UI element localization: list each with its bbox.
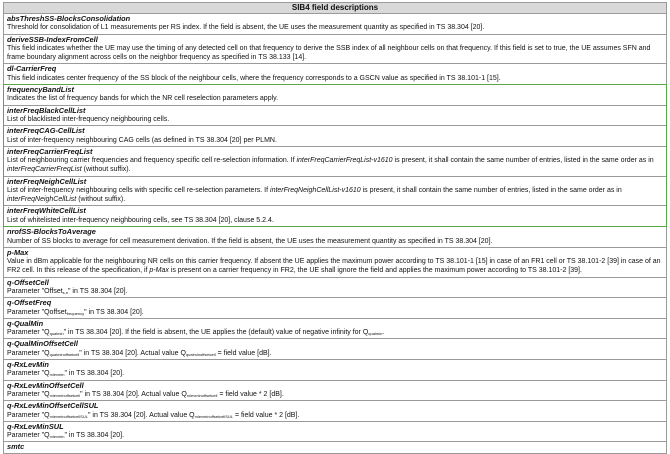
field-name: interFreqNeighCellList (7, 176, 87, 186)
table-row (4, 85, 666, 106)
table-row (4, 35, 666, 65)
field-description: List of whitelisted inter-frequency neighbouring cells, see TS 38.304 [20], clause 5.2.4. (7, 216, 274, 224)
field-description: List of inter-frequency neighbouring CAG cells (as defined in TS 38.304 [20] per PLMN. (7, 136, 277, 144)
table-row (4, 206, 666, 226)
field-name: q-OffsetCell (7, 277, 49, 287)
table-row (4, 147, 666, 177)
field-description: Parameter "$Q_{qualminoffsetcell}$" in TS 38.304 [20]. Actual value $Q_{qualminoffsetcell}$ = field value [dB]. (7, 349, 272, 357)
field-name: frequencyBandList (7, 85, 74, 95)
field-name: q-QualMin (7, 318, 44, 328)
field-name: nrofSS-BlocksToAverage (7, 227, 96, 237)
field-name: smtc (7, 442, 25, 452)
field-name: interFreqBlackCellList (7, 105, 86, 115)
table-row (4, 339, 666, 360)
table-row (4, 64, 666, 85)
field-description: List of neighbouring carrier frequencies and frequency specific cell re-selection information. If interFreqCarrierFreqList-v1610 is present, it shall contain the same number of entries, listed in the same order as in interFreqCarrierFreqList (without suffix). (7, 157, 654, 174)
field-description: Parameter "Qoffset$_{frequency}$" in TS 38.304 [20]. (7, 308, 144, 316)
table-row (4, 442, 666, 452)
field-name: absThreshSS-BlocksConsolidation (7, 14, 131, 23)
table-row (4, 126, 666, 147)
field-description: Value in dBm applicable for the neighbouring NR cells on this carrier frequency. If absent the UE applies the maximum power according to TS 38.101-1 [15] in case of an FR1 cell or TS 38.101-2 [39] in case of an FR2 cell. In this release of the specification, if p-Max is present on a carrier frequency in FR2, the UE shall ignore the field and applies the maximum power according to TS 38.101-2 [39]. (7, 258, 661, 275)
field-description: List of blacklisted inter-frequency neighbouring cells. (7, 116, 170, 124)
table-row (4, 278, 666, 299)
table-row (4, 106, 666, 127)
table-row (4, 227, 666, 248)
field-description: List of inter-frequency neighbouring cells with specific cell re-selection parameters. If interFreqNeighCellList-v1610 is present, it shall contain the same number of entries, listed in the same order as in interFreqNeighCellList (without suffix). (7, 187, 622, 204)
field-description: Threshold for consolidation of L1 measurements per RS index. If the field is absent, the UE uses the measurement quantity as specified in TS 38.304 [20]. (7, 24, 485, 32)
field-description: Parameter "$Q_{rxlevminoffsetcell}$" in TS 38.304 [20]. Actual value $Q_{rxlevminoffsetcell}$ = field value * 2 [dB]. (7, 390, 284, 398)
field-name: q-RxLevMinOffsetCell (7, 380, 84, 390)
table-row (4, 177, 666, 207)
field-name: deriveSSB-IndexFromCell (7, 34, 98, 44)
field-name: q-RxLevMinOffsetCellSUL (7, 401, 99, 411)
field-description-table (3, 2, 667, 454)
table-row (4, 360, 666, 381)
table-row (4, 319, 666, 340)
field-description: Parameter "$Q_{rxlevmin}$" in TS 38.304 [20]. (7, 432, 125, 440)
field-name: interFreqCarrierFreqList (7, 146, 93, 156)
field-description: Number of SS blocks to average for cell measurement derivation. If the field is absent, the UE uses the measurement quantity as specified in TS 38.304 [20]. (7, 237, 493, 245)
table-row (4, 422, 666, 443)
table-row (4, 14, 666, 35)
field-name: interFreqWhiteCellList (7, 206, 86, 216)
field-description: Parameter "$Q_{rxlevmin}$" in TS 38.304 [20]. (7, 370, 125, 378)
field-name: p-Max (7, 247, 29, 257)
field-name: dl-CarrierFreq (7, 64, 57, 74)
field-name: q-RxLevMin (7, 359, 49, 369)
field-name: q-RxLevMinSUL (7, 421, 64, 431)
table-row (4, 401, 666, 422)
field-description: This field indicates center frequency of the SS block of the neighbour cells, where the frequency corresponds to a GSCN value as specified in TS 38.101-1 [15]. (7, 74, 501, 82)
field-name: q-OffsetFreq (7, 298, 52, 308)
highlighted-group (3, 84, 667, 227)
field-description: Indicates the list of frequency bands for which the NR cell reselection parameters apply. (7, 95, 279, 103)
field-description: This field indicates whether the UE may use the timing of any detected cell on that frequency to derive the SSB index of all neighbour cells on that frequency. If this field is set to true, the UE assumes SFN and frame boundary alignment across cells on the neighbor frequency as specified in TS 38.133 [14]. (7, 45, 651, 62)
field-name: interFreqCAG-CellList (7, 126, 85, 136)
field-description: Parameter "$Q_{qualmin}$" in TS 38.304 [20]. If the field is absent, the UE applies the (default) value of negative infinity for $Q_{qualmin}$. (7, 329, 385, 337)
table-title: SIB4 field descriptions (4, 3, 666, 14)
table-row (4, 298, 666, 319)
table-row (4, 381, 666, 402)
field-description: Parameter "$Q_{rxlevminoffsetcellSUL}$" in TS 38.304 [20]. Actual value $Q_{rxlevminoffsetcellSUL}$ = field value * 2 [dB]. (7, 411, 300, 419)
field-name: q-QualMinOffsetCell (7, 339, 78, 349)
field-description: Parameter "Offset$_{s,n}$" in TS 38.304 [20]. (7, 287, 128, 295)
table-row (4, 248, 666, 278)
